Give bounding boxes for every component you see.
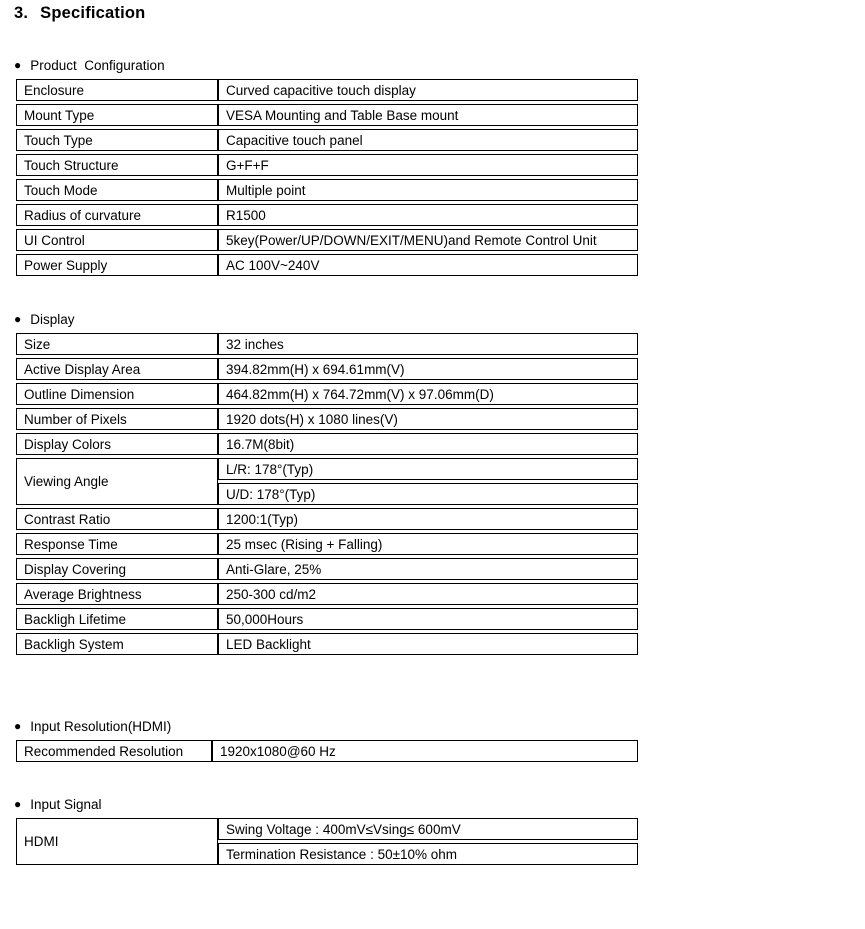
table-row <box>16 129 638 151</box>
table-row <box>16 204 638 226</box>
table-row <box>16 433 638 455</box>
spec-label: HDMI <box>16 818 218 865</box>
spec-value: 464.82mm(H) x 764.72mm(V) x 97.06mm(D) <box>218 383 638 405</box>
table-row <box>16 818 638 840</box>
spec-label: Backligh Lifetime <box>16 608 218 630</box>
table-row <box>16 458 638 480</box>
spec-value: LED Backlight <box>218 633 638 655</box>
section-heading <box>14 796 865 813</box>
table-row <box>16 558 638 580</box>
table-row <box>16 254 638 276</box>
spec-value: Multiple point <box>218 179 638 201</box>
spec-label: Viewing Angle <box>16 458 218 505</box>
spec-label: Touch Mode <box>16 179 218 201</box>
spec-label: Touch Type <box>16 129 218 151</box>
table-row <box>16 229 638 251</box>
table-row <box>16 358 638 380</box>
spec-label: UI Control <box>16 229 218 251</box>
page-title-text: Specification <box>40 4 146 22</box>
spec-label: Response Time <box>16 533 218 555</box>
section-display <box>0 311 865 658</box>
section-heading <box>14 718 865 735</box>
spec-value: G+F+F <box>218 154 638 176</box>
spec-value: 394.82mm(H) x 694.61mm(V) <box>218 358 638 380</box>
table-row <box>16 533 638 555</box>
spec-table-display <box>16 330 638 658</box>
spec-value: L/R: 178°(Typ) <box>218 458 638 480</box>
section-input-resolution <box>0 718 865 765</box>
spec-label: Outline Dimension <box>16 383 218 405</box>
section-heading-text: Input Signal <box>30 797 102 812</box>
section-heading-text: Input Resolution(HDMI) <box>30 719 172 734</box>
spec-label: Recommended Resolution <box>16 740 212 762</box>
section-heading-text: Product Configuration <box>30 58 165 73</box>
table-row <box>16 104 638 126</box>
table-row <box>16 740 638 762</box>
spec-table-input-signal <box>16 815 638 868</box>
spec-value: Curved capacitive touch display <box>218 79 638 101</box>
bullet-icon: ● <box>14 797 22 811</box>
section-product-configuration <box>0 57 865 279</box>
table-row <box>16 383 638 405</box>
bullet-icon: ● <box>14 719 22 733</box>
section-input-signal <box>0 796 865 868</box>
spec-label: Enclosure <box>16 79 218 101</box>
spec-label: Active Display Area <box>16 358 218 380</box>
spec-value: U/D: 178°(Typ) <box>218 483 638 505</box>
spec-label: Touch Structure <box>16 154 218 176</box>
page-title <box>14 0 865 22</box>
spec-value: 25 msec (Rising + Falling) <box>218 533 638 555</box>
bullet-icon: ● <box>14 312 22 326</box>
page-title-number: 3. <box>14 4 29 22</box>
spec-value: 1200:1(Typ) <box>218 508 638 530</box>
spec-value: Capacitive touch panel <box>218 129 638 151</box>
section-heading-text: Display <box>30 312 75 327</box>
section-heading <box>14 57 865 74</box>
spec-value: 1920 dots(H) x 1080 lines(V) <box>218 408 638 430</box>
spec-table-input-resolution <box>16 737 638 765</box>
bullet-icon: ● <box>14 58 22 72</box>
spec-label: Display Covering <box>16 558 218 580</box>
table-row <box>16 508 638 530</box>
spec-value: 16.7M(8bit) <box>218 433 638 455</box>
spec-value: R1500 <box>218 204 638 226</box>
table-row <box>16 583 638 605</box>
spec-label: Radius of curvature <box>16 204 218 226</box>
spec-value: 250-300 cd/m2 <box>218 583 638 605</box>
table-row <box>16 333 638 355</box>
table-row <box>16 179 638 201</box>
spec-value: 1920x1080@60 Hz <box>212 740 638 762</box>
spec-label: Power Supply <box>16 254 218 276</box>
spec-table-product-configuration <box>16 76 638 279</box>
table-row <box>16 633 638 655</box>
spec-value: 5key(Power/UP/DOWN/EXIT/MENU)and Remote Control Unit <box>218 229 638 251</box>
table-row <box>16 154 638 176</box>
spec-value: Anti-Glare, 25% <box>218 558 638 580</box>
spec-label: Contrast Ratio <box>16 508 218 530</box>
spec-value: Swing Voltage : 400mV≤Vsing≤ 600mV <box>218 818 638 840</box>
spec-label: Number of Pixels <box>16 408 218 430</box>
section-heading <box>14 311 865 328</box>
spec-value: 32 inches <box>218 333 638 355</box>
table-row <box>16 408 638 430</box>
table-row <box>16 608 638 630</box>
spec-label: Average Brightness <box>16 583 218 605</box>
spec-label: Size <box>16 333 218 355</box>
spec-label: Display Colors <box>16 433 218 455</box>
spec-label: Backligh System <box>16 633 218 655</box>
spec-value: VESA Mounting and Table Base mount <box>218 104 638 126</box>
spec-value: AC 100V~240V <box>218 254 638 276</box>
spec-value: 50,000Hours <box>218 608 638 630</box>
spec-label: Mount Type <box>16 104 218 126</box>
spec-value: Termination Resistance : 50±10% ohm <box>218 843 638 865</box>
table-row <box>16 79 638 101</box>
